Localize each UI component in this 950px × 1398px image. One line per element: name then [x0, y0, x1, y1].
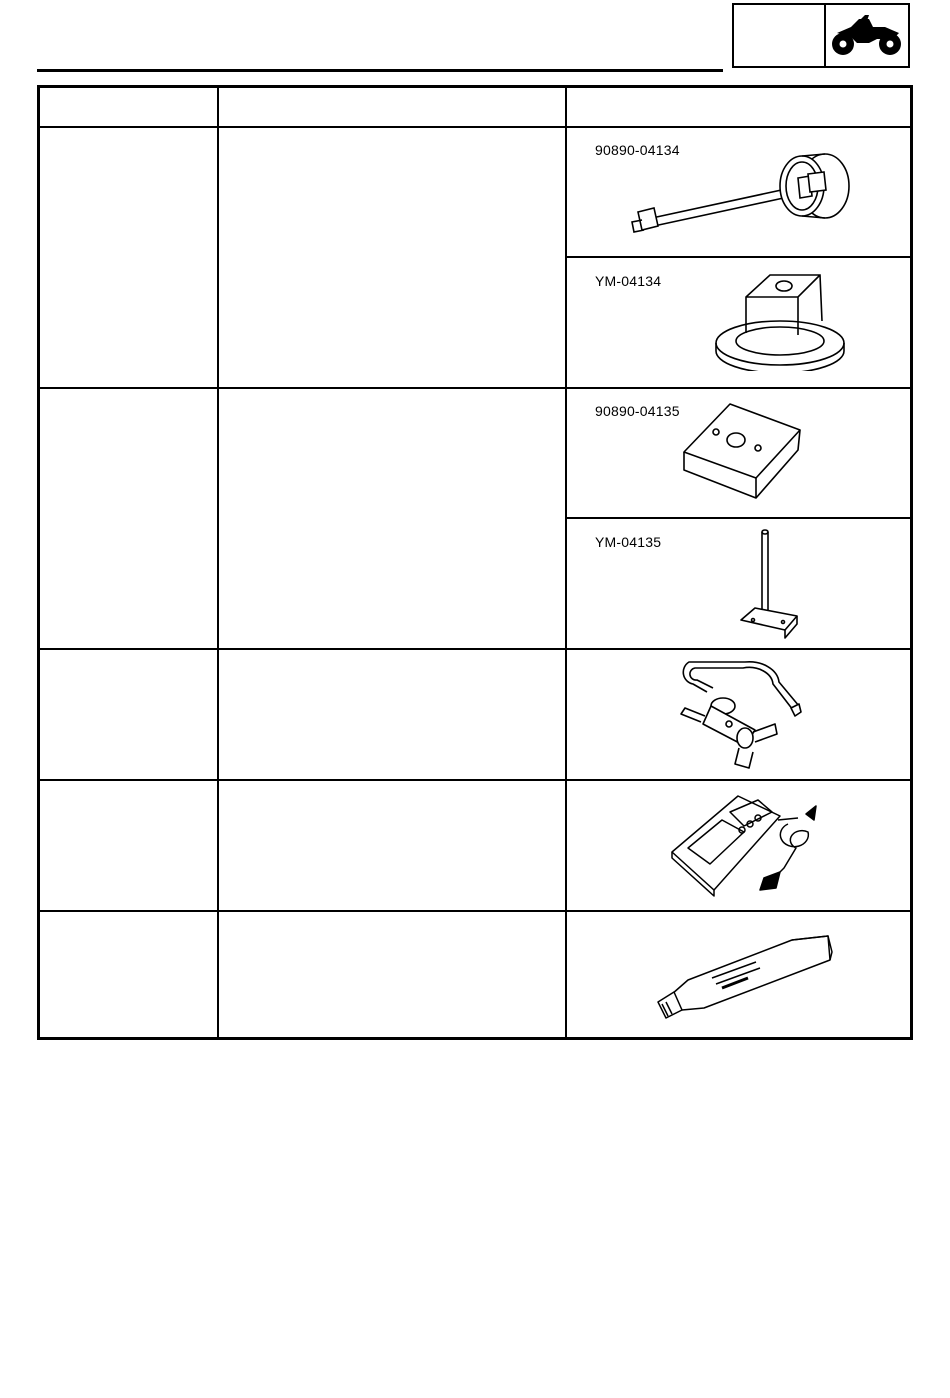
part-number: YM-04135 — [595, 534, 662, 550]
holder-cap-tool-illustration — [710, 271, 850, 376]
part-number: YM-04134 — [595, 273, 662, 289]
atv-icon — [826, 5, 908, 66]
multimeter-illustration — [668, 792, 818, 907]
header-rule — [37, 69, 723, 72]
header-separator — [40, 126, 910, 128]
sealant-tube-illustration — [652, 930, 837, 1030]
column-divider — [217, 88, 219, 1037]
gauge-adapter-illustration — [675, 654, 805, 784]
row-separator — [40, 387, 910, 389]
header-box — [732, 3, 910, 68]
puller-bolt-tool-illustration — [630, 146, 850, 246]
special-tools-table — [37, 85, 913, 1040]
column-divider — [565, 88, 567, 1037]
sub-row-separator — [565, 256, 910, 258]
sub-row-separator — [565, 517, 910, 519]
row-separator — [40, 910, 910, 912]
part-number: 90890-04134 — [595, 142, 680, 158]
adapter-block-illustration — [680, 402, 805, 507]
rod-stand-tool-illustration — [735, 526, 805, 651]
part-number: 90890-04135 — [595, 403, 680, 419]
page-number-box — [734, 5, 826, 66]
